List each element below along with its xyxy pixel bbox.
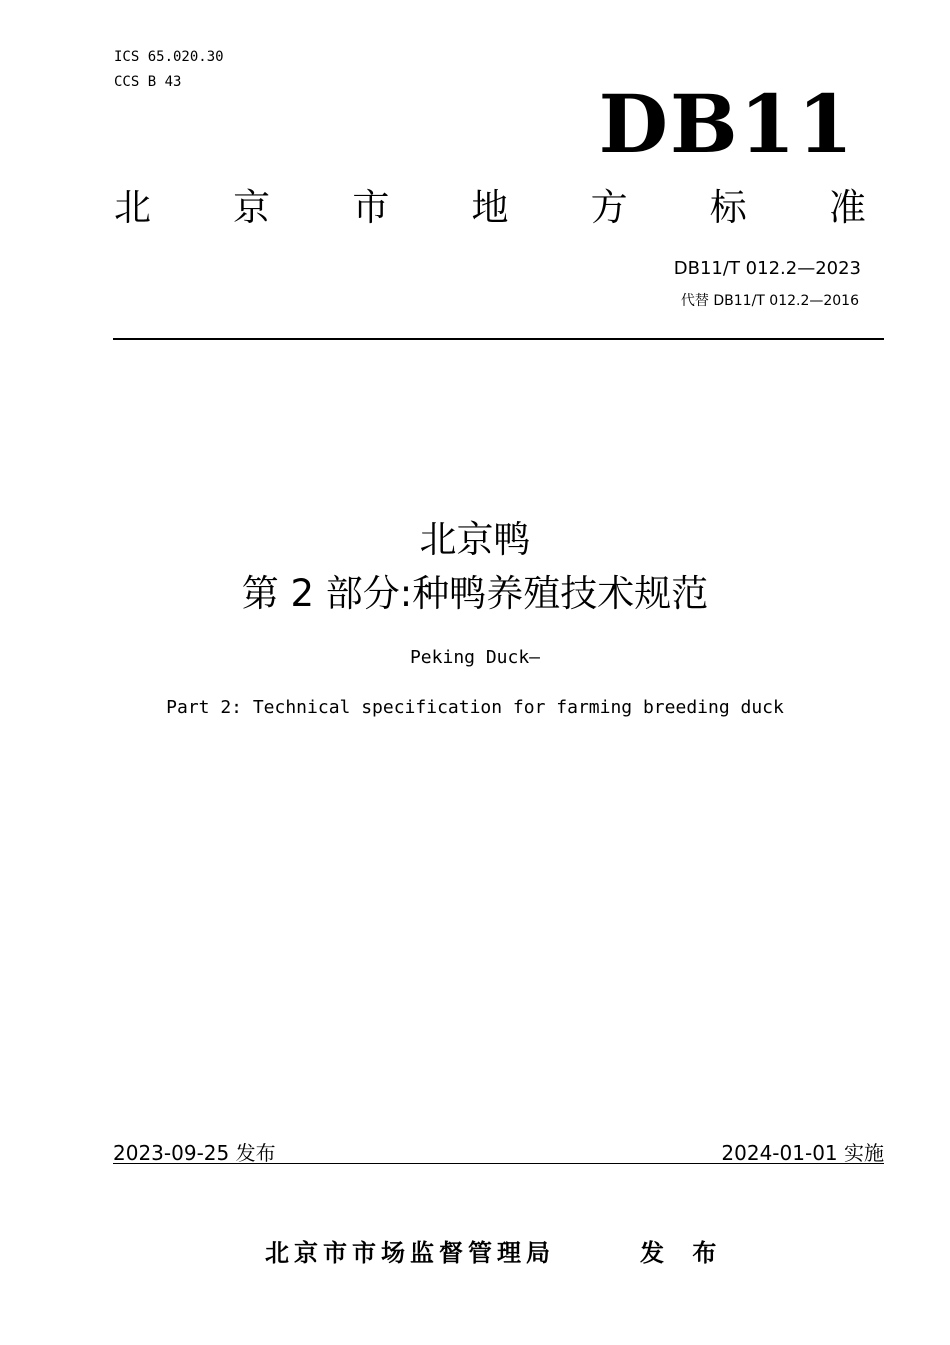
standard-type-char: 标 <box>709 186 747 229</box>
english-title-line-2: Part 2: Technical specification for farming breeding duck <box>166 697 784 718</box>
standard-type-char: 方 <box>590 186 628 229</box>
title-line-1: 北京鸭 <box>419 518 531 561</box>
title-line-2: 第 2 部分:种鸭养殖技术规范 <box>241 572 709 615</box>
issue-label: 发 布 <box>640 1239 727 1267</box>
standard-type-char: 地 <box>471 186 509 229</box>
standard-type-char: 京 <box>233 186 271 229</box>
implement-date: 2024-01-01 实施 <box>721 1141 884 1165</box>
standard-type-heading <box>114 186 866 230</box>
db11-logo: DB11 <box>598 77 855 171</box>
standard-type-char: 准 <box>828 186 866 229</box>
publish-date: 2023-09-25 发布 <box>113 1141 276 1165</box>
issuing-authority: 北京市市场监督管理局 <box>265 1239 555 1267</box>
replaces-note: 代替 DB11/T 012.2—2016 <box>680 293 859 309</box>
standard-type-char: 市 <box>352 186 390 229</box>
ccs-code: CCS B 43 <box>114 74 182 90</box>
standard-type-char: 北 <box>114 186 151 229</box>
ics-code: ICS 65.020.30 <box>114 49 224 65</box>
standard-code: DB11/T 012.2—2023 <box>673 258 861 279</box>
header-divider <box>113 338 884 340</box>
footer-divider <box>113 1163 884 1164</box>
english-title-line-1: Peking Duck— <box>409 647 541 668</box>
